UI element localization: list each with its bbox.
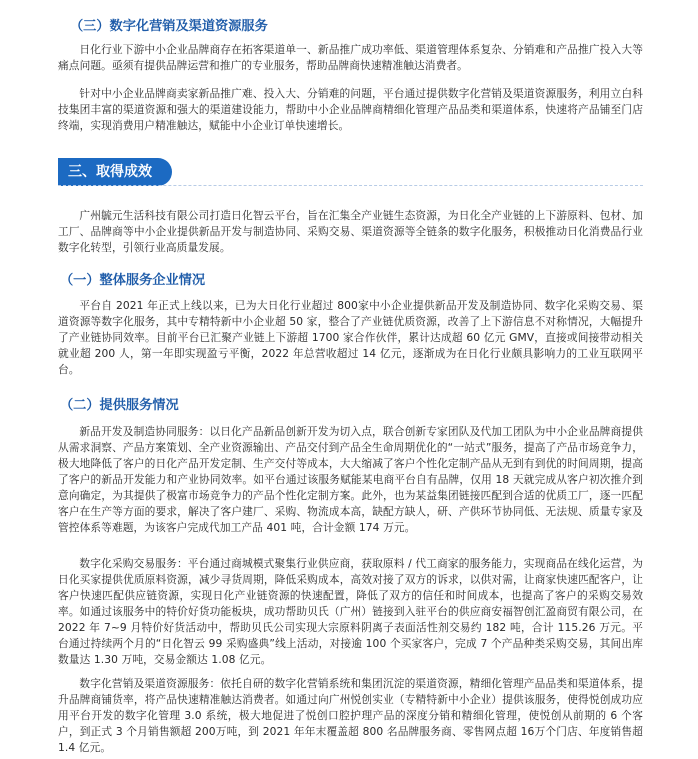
- paragraph: 新品开发及制造协同服务：以日化产品新品创新开发为切入点，联合创新专家团队及代加工团队为中小企业品牌商提供从需求洞察、产品方案策划、全产业资源输出、产品交付到产品全生命周期优化的“一站式”服务，提高了产品市场竞争力，极大地降低了客户的日化产品开发定制、生产交付等成本，大大缩减了客户个性化定制产品从无到有到优的时间周期，提高了客户的新品开发能力和产业协同效率。如平台通过该服务赋能某电商平台自有品牌，仅用 18 天就完成从客户初次推介到意向确定，为其提供了极富市场竞争力的产品个性化定制方案。此外，也为某益集团链接匹配到合适的优质工厂，逐一匹配客户在生产等方面的要求，解决了客户建厂、采购、物流成本高，缺配方缺人，研、产供环节协同低、无法规、质量专家及管控体系等难题，为该客户完成代加工产品 401 吨，合计金额 174 万元。: [58, 425, 643, 534]
- paragraph: 广州毓元生活科技有限公司打造日化智云平台，旨在汇集全产业链生态资源，为日化全产业链的上下游原料、包材、加工厂、品牌商等中小企业提供新品开发与制造协同、采购交易、渠道资源等全链条的数字化服务，积极推动日化消费品行业数字化转型，引领行业高质量发展。: [58, 209, 643, 254]
- paragraph: 数字化营销及渠道资源服务：依托自研的数字化营销系统和集团沉淀的渠道资源，精细化管理产品品类和渠道体系，提升品牌商铺货率，将产品快速精准触达消费者。如通过向广州悦创实业（专精特新中小企业）提供该服务，使得悦创成功应用平台开发的数字化管理 3.0 系统，极大地促进了悦创口腔护理产品的深度分销和精细化管理，使悦创从前期的 6 个客户，到正式 3 个月销售额超 200万吨，到 2021 年年末覆盖超 800 名品牌服务商、零售网点超 16万个门店、年度销售超 1.4 亿元。: [58, 677, 643, 754]
- section-heading-overall-service: （一）整体服务企业情况: [60, 273, 206, 288]
- paragraph: 平台自 2021 年正式上线以来，已为大日化行业超过 800家中小企业提供新品开发及制造协同、数字化采购交易、渠道资源等数字化服务，其中专精特新中小企业超 50 家，整合了产业链优质资源，改善了上下游信息不对称情况，大幅提升了产业链协同效率。目前平台已汇聚产业链上下游超 1700 家合作伙伴，累计达成超 60 亿元 GMV，直接或间接带动相关就业超 200 人，第一年即实现盈亏平衡，2022 年总营收超过 14 亿元，逐渐成为在日化行业颇具影响力的工业互联网平台。: [58, 299, 643, 376]
- section-heading-digital-marketing: （三）数字化营销及渠道资源服务: [70, 19, 268, 34]
- section-heading-services-provided: （二）提供服务情况: [60, 398, 179, 413]
- paragraph: 针对中小企业品牌商卖家新品推广难、投入大、分销难的问题，平台通过提供数字化营销及渠道资源服务，利用立白科技集团丰富的渠道资源和强大的渠道建设能力，帮助中小企业品牌商精细化管理产品品类和渠道体系，快速将产品铺至门店终端，实现消费用户精准触达，赋能中小企业订单快速增长。: [58, 87, 643, 132]
- banner-divider: [58, 185, 643, 186]
- paragraph: 数字化采购交易服务：平台通过商城模式聚集行业供应商，获取原料 / 代工商家的服务能力，实现商品在线化运营，为日化买家提供优质原料资源，减少寻货周期，降低采购成本，高效对接了双方的诉求，以供对需，让商家快速匹配客户，让客户快速匹配供应链资源，实现日化产业链资源的快速配置，降低了双方的信任和时间成本，也提高了客户的采购交易效率。如通过该服务中的特价好货功能板块，成功帮助贝氏（广州）链接到入驻平台的供应商安福智创汇盈商贸有限公司，在 2022 年 7~9 月特价好货活动中，帮助贝氏公司实现大宗原料阴离子表面活性剂交易约 182 吨，合计 115.26 万元。平台通过持续两个月的“日化智云 99 采购盛典”线上活动，对接逾 100 个买家客户，完成 7 个产品种类采购交易，其间出库数量达 1.30 万吨，交易金额达 1.08 亿元。: [58, 557, 643, 666]
- paragraph: 日化行业下游中小企业品牌商存在拓客渠道单一、新品推广成功率低、渠道管理体系复杂、分销难和产品推广投入大等痛点问题。亟须有提供品牌运营和推广的专业服务，帮助品牌商快速精准触达消费者。: [58, 43, 643, 72]
- section-banner-results: 三、取得成效: [58, 158, 172, 186]
